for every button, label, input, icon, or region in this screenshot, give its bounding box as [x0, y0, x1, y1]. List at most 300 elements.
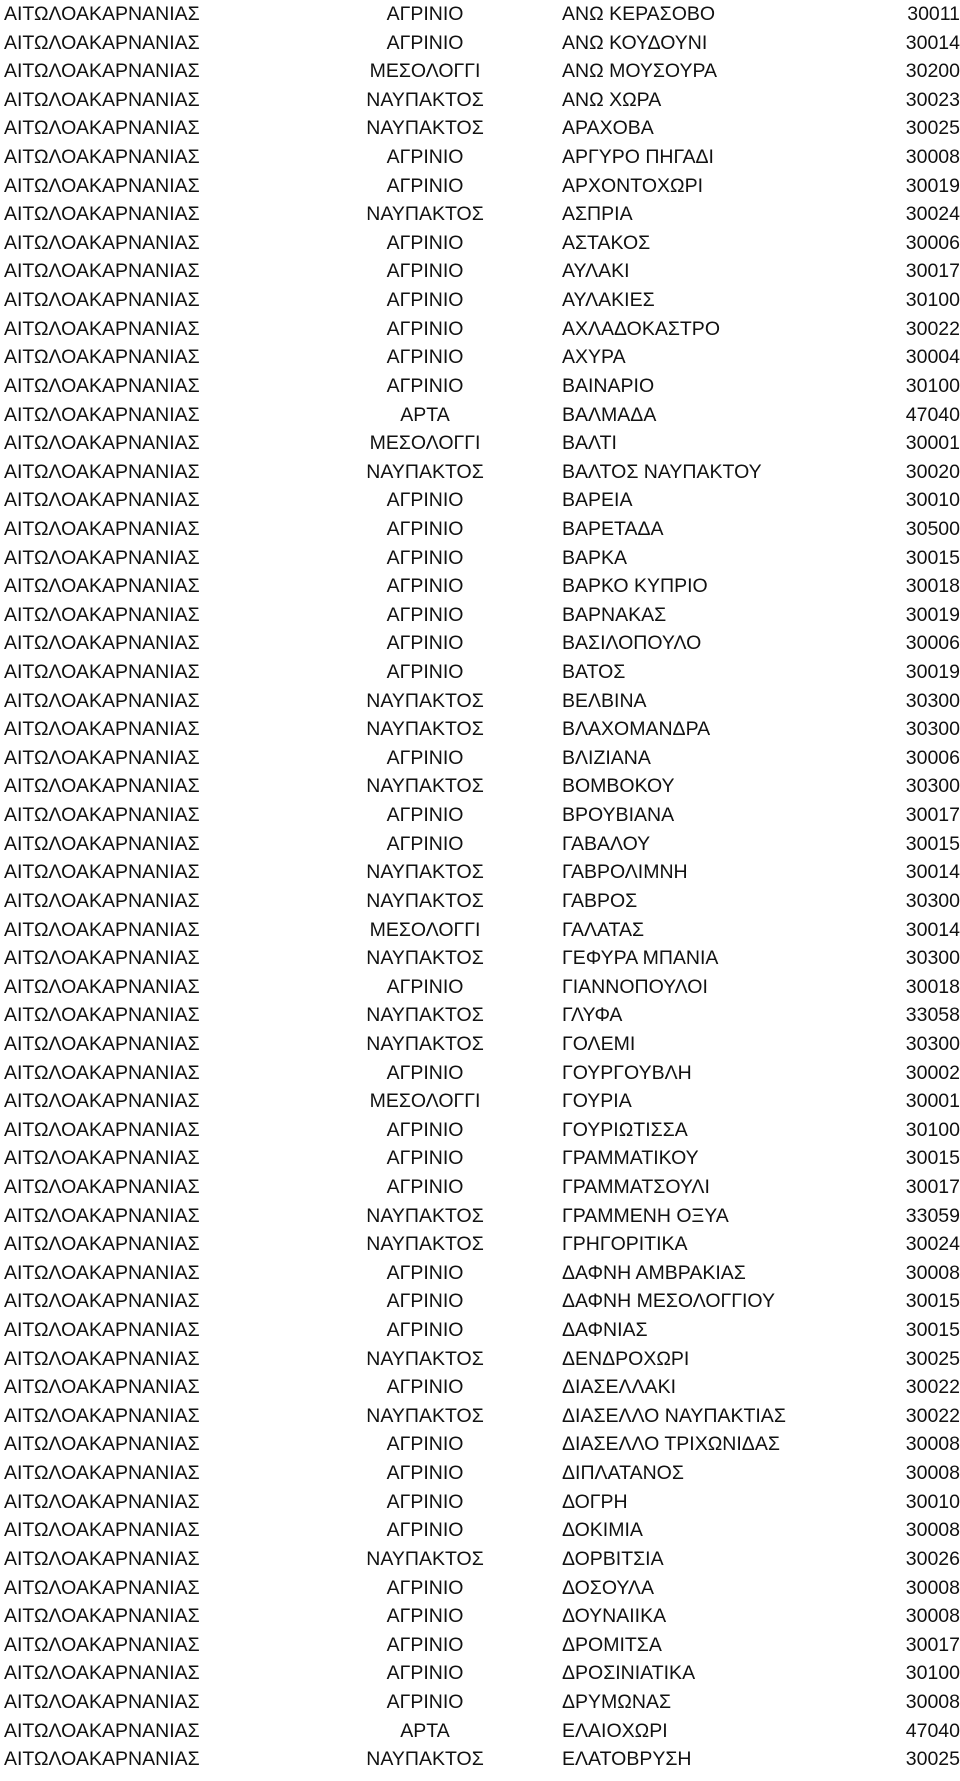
locality-cell: ΓΛΥΦΑ	[562, 1004, 623, 1027]
table-row	[0, 429, 960, 458]
prefecture-cell: ΑΙΤΩΛΟΑΚΑΡΝΑΝΙΑΣ	[4, 517, 200, 540]
locality-cell: ΑΧΛΑΔΟΚΑΣΤΡΟ	[562, 317, 720, 340]
municipality-cell: ΜΕΣΟΛΟΓΓΙ	[369, 1090, 481, 1113]
postcode-cell: 30022	[905, 317, 960, 340]
locality-cell: ΓΑΒΑΛΟΥ	[562, 832, 651, 855]
municipality-cell: ΑΓΡΙΝΙΟ	[386, 231, 464, 254]
postcode-cell: 30008	[905, 146, 960, 169]
postcode-cell: 30025	[905, 1748, 960, 1771]
locality-cell: ΒΕΛΒΙΝΑ	[562, 689, 647, 712]
postcode-cell: 30015	[905, 1147, 960, 1170]
prefecture-cell: ΑΙΤΩΛΟΑΚΑΡΝΑΝΙΑΣ	[4, 1090, 200, 1113]
municipality-cell: ΝΑΥΠΑΚΤΟΣ	[366, 203, 484, 226]
postcode-cell: 30017	[905, 260, 960, 283]
locality-cell: ΑΡΧΟΝΤΟΧΩΡΙ	[562, 174, 704, 197]
prefecture-cell: ΑΙΤΩΛΟΑΚΑΡΝΑΝΙΑΣ	[4, 1576, 200, 1599]
prefecture-cell: ΑΙΤΩΛΟΑΚΑΡΝΑΝΙΑΣ	[4, 1204, 200, 1227]
table-row	[0, 801, 960, 830]
prefecture-cell: ΑΙΤΩΛΟΑΚΑΡΝΑΝΙΑΣ	[4, 432, 200, 455]
municipality-cell: ΝΑΥΠΑΚΤΟΣ	[366, 117, 484, 140]
prefecture-cell: ΑΙΤΩΛΟΑΚΑΡΝΑΝΙΑΣ	[4, 804, 200, 827]
table-row	[0, 458, 960, 487]
locality-cell: ΔΟΥΝΑΙΙΚΑ	[562, 1605, 667, 1628]
municipality-cell: ΝΑΥΠΑΚΤΟΣ	[366, 1204, 484, 1227]
table-row	[0, 114, 960, 143]
municipality-cell: ΝΑΥΠΑΚΤΟΣ	[366, 889, 484, 912]
prefecture-cell: ΑΙΤΩΛΟΑΚΑΡΝΑΝΙΑΣ	[4, 489, 200, 512]
prefecture-cell: ΑΙΤΩΛΟΑΚΑΡΝΑΝΙΑΣ	[4, 203, 200, 226]
table-row	[0, 86, 960, 115]
municipality-cell: ΝΑΥΠΑΚΤΟΣ	[366, 718, 484, 741]
locality-cell: ΒΑΛΜΑΔΑ	[562, 403, 657, 426]
table-row	[0, 1087, 960, 1116]
postcode-cell: 30300	[905, 689, 960, 712]
municipality-cell: ΝΑΥΠΑΚΤΟΣ	[366, 1547, 484, 1570]
prefecture-cell: ΑΙΤΩΛΟΑΚΑΡΝΑΝΙΑΣ	[4, 1347, 200, 1370]
municipality-cell: ΑΓΡΙΝΙΟ	[386, 346, 464, 369]
locality-cell: ΔΡΟΣΙΝΙΑΤΙΚΑ	[562, 1662, 696, 1685]
table-row	[0, 343, 960, 372]
prefecture-cell: ΑΙΤΩΛΟΑΚΑΡΝΑΝΙΑΣ	[4, 174, 200, 197]
municipality-cell: ΝΑΥΠΑΚΤΟΣ	[366, 947, 484, 970]
table-row	[0, 372, 960, 401]
prefecture-cell: ΑΙΤΩΛΟΑΚΑΡΝΑΝΙΑΣ	[4, 632, 200, 655]
municipality-cell: ΑΡΤΑ	[400, 403, 450, 426]
table-row	[0, 1316, 960, 1345]
table-row	[0, 1287, 960, 1316]
postcode-cell: 30026	[905, 1547, 960, 1570]
municipality-cell: ΑΓΡΙΝΙΟ	[386, 1433, 464, 1456]
locality-cell: ΑΧΥΡΑ	[562, 346, 626, 369]
prefecture-cell: ΑΙΤΩΛΟΑΚΑΡΝΑΝΙΑΣ	[4, 317, 200, 340]
municipality-cell: ΝΑΥΠΑΚΤΟΣ	[366, 1032, 484, 1055]
table-row	[0, 257, 960, 286]
locality-cell: ΔΡΥΜΩΝΑΣ	[562, 1690, 672, 1713]
prefecture-cell: ΑΙΤΩΛΟΑΚΑΡΝΑΝΙΑΣ	[4, 1719, 200, 1742]
municipality-cell: ΑΓΡΙΝΙΟ	[386, 661, 464, 684]
table-row	[0, 1459, 960, 1488]
postcode-cell: 30022	[905, 1376, 960, 1399]
postcode-cell: 30500	[905, 517, 960, 540]
prefecture-cell: ΑΙΤΩΛΟΑΚΑΡΝΑΝΙΑΣ	[4, 832, 200, 855]
table-row	[0, 1545, 960, 1574]
municipality-cell: ΝΑΥΠΑΚΤΟΣ	[366, 1004, 484, 1027]
municipality-cell: ΑΓΡΙΝΙΟ	[386, 31, 464, 54]
municipality-cell: ΑΓΡΙΝΙΟ	[386, 517, 464, 540]
postcode-cell: 30024	[905, 203, 960, 226]
municipality-cell: ΑΓΡΙΝΙΟ	[386, 1290, 464, 1313]
locality-cell: ΒΑΡΕΙΑ	[562, 489, 633, 512]
locality-cell: ΑΥΛΑΚΙΕΣ	[562, 289, 655, 312]
locality-cell: ΒΛΑΧΟΜΑΝΔΡΑ	[562, 718, 711, 741]
table-row	[0, 1144, 960, 1173]
municipality-cell: ΑΓΡΙΝΙΟ	[386, 1490, 464, 1513]
locality-cell: ΔΟΣΟΥΛΑ	[562, 1576, 654, 1599]
municipality-cell: ΑΓΡΙΝΙΟ	[386, 546, 464, 569]
prefecture-cell: ΑΙΤΩΛΟΑΚΑΡΝΑΝΙΑΣ	[4, 460, 200, 483]
table-row	[0, 715, 960, 744]
prefecture-cell: ΑΙΤΩΛΟΑΚΑΡΝΑΝΙΑΣ	[4, 1261, 200, 1284]
prefecture-cell: ΑΙΤΩΛΟΑΚΑΡΝΑΝΙΑΣ	[4, 775, 200, 798]
municipality-cell: ΑΓΡΙΝΙΟ	[386, 374, 464, 397]
locality-cell: ΓΡΑΜΜΑΤΣΟΥΛΙ	[562, 1175, 710, 1198]
locality-cell: ΔΕΝΔΡΟΧΩΡΙ	[562, 1347, 690, 1370]
locality-cell: ΔΙΑΣΕΛΛΟ ΤΡΙΧΩΝΙΔΑΣ	[562, 1433, 780, 1456]
postcode-cell: 30008	[905, 1519, 960, 1542]
municipality-cell: ΑΓΡΙΝΙΟ	[386, 575, 464, 598]
municipality-cell: ΝΑΥΠΑΚΤΟΣ	[366, 689, 484, 712]
prefecture-cell: ΑΙΤΩΛΟΑΚΑΡΝΑΝΙΑΣ	[4, 1233, 200, 1256]
postcode-cell: 30006	[905, 746, 960, 769]
prefecture-cell: ΑΙΤΩΛΟΑΚΑΡΝΑΝΙΑΣ	[4, 231, 200, 254]
locality-cell: ΓΑΒΡΟΣ	[562, 889, 638, 912]
table-row	[0, 1173, 960, 1202]
municipality-cell: ΑΓΡΙΝΙΟ	[386, 317, 464, 340]
locality-cell: ΒΑΣΙΛΟΠΟΥΛΟ	[562, 632, 702, 655]
table-row	[0, 1488, 960, 1517]
postcode-cell: 30300	[905, 775, 960, 798]
postcode-cell: 30025	[905, 1347, 960, 1370]
locality-cell: ΓΟΥΡΙΑ	[562, 1090, 632, 1113]
prefecture-cell: ΑΙΤΩΛΟΑΚΑΡΝΑΝΙΑΣ	[4, 746, 200, 769]
locality-cell: ΒΑΙΝΑΡΙΟ	[562, 374, 655, 397]
postcode-cell: 30017	[905, 1633, 960, 1656]
municipality-cell: ΑΓΡΙΝΙΟ	[386, 1147, 464, 1170]
prefecture-cell: ΑΙΤΩΛΟΑΚΑΡΝΑΝΙΑΣ	[4, 1404, 200, 1427]
locality-cell: ΓΕΦΥΡΑ ΜΠΑΝΙΑ	[562, 947, 719, 970]
postcode-cell: 47040	[905, 1719, 960, 1742]
table-row	[0, 973, 960, 1002]
postcode-cell: 30100	[905, 289, 960, 312]
postcode-cell: 30017	[905, 804, 960, 827]
prefecture-cell: ΑΙΤΩΛΟΑΚΑΡΝΑΝΙΑΣ	[4, 260, 200, 283]
table-row	[0, 57, 960, 86]
prefecture-cell: ΑΙΤΩΛΟΑΚΑΡΝΑΝΙΑΣ	[4, 947, 200, 970]
locality-cell: ΒΟΜΒΟΚΟΥ	[562, 775, 675, 798]
table-row	[0, 515, 960, 544]
prefecture-cell: ΑΙΤΩΛΟΑΚΑΡΝΑΝΙΑΣ	[4, 374, 200, 397]
table-row	[0, 1030, 960, 1059]
prefecture-cell: ΑΙΤΩΛΟΑΚΑΡΝΑΝΙΑΣ	[4, 403, 200, 426]
prefecture-cell: ΑΙΤΩΛΟΑΚΑΡΝΑΝΙΑΣ	[4, 346, 200, 369]
prefecture-cell: ΑΙΤΩΛΟΑΚΑΡΝΑΝΙΑΣ	[4, 575, 200, 598]
locality-cell: ΑΥΛΑΚΙ	[562, 260, 630, 283]
locality-cell: ΒΑΛΤΙ	[562, 432, 617, 455]
municipality-cell: ΝΑΥΠΑΚΤΟΣ	[366, 861, 484, 884]
postcode-cell: 30200	[905, 60, 960, 83]
table-row	[0, 401, 960, 430]
table-row	[0, 544, 960, 573]
table-row	[0, 916, 960, 945]
prefecture-cell: ΑΙΤΩΛΟΑΚΑΡΝΑΝΙΑΣ	[4, 3, 200, 25]
prefecture-cell: ΑΙΤΩΛΟΑΚΑΡΝΑΝΙΑΣ	[4, 1748, 200, 1771]
table-row	[0, 1402, 960, 1431]
locality-cell: ΔΟΓΡΗ	[562, 1490, 628, 1513]
municipality-cell: ΑΓΡΙΝΙΟ	[386, 1690, 464, 1713]
prefecture-cell: ΑΙΤΩΛΟΑΚΑΡΝΑΝΙΑΣ	[4, 1519, 200, 1542]
municipality-cell: ΑΓΡΙΝΙΟ	[386, 1175, 464, 1198]
postcode-cell: 30300	[905, 947, 960, 970]
postcode-cell: 30025	[905, 117, 960, 140]
locality-cell: ΑΝΩ ΧΩΡΑ	[562, 88, 662, 111]
prefecture-cell: ΑΙΤΩΛΟΑΚΑΡΝΑΝΙΑΣ	[4, 603, 200, 626]
postcode-cell: 30024	[905, 1233, 960, 1256]
locality-cell: ΒΡΟΥΒΙΑΝΑ	[562, 804, 675, 827]
locality-cell: ΓΡΑΜΜΑΤΙΚΟΥ	[562, 1147, 699, 1170]
locality-cell: ΔΡΟΜΙΤΣΑ	[562, 1633, 662, 1656]
municipality-cell: ΑΓΡΙΝΙΟ	[386, 632, 464, 655]
locality-cell: ΓΙΑΝΝΟΠΟΥΛΟΙ	[562, 975, 708, 998]
table-row	[0, 1202, 960, 1231]
prefecture-cell: ΑΙΤΩΛΟΑΚΑΡΝΑΝΙΑΣ	[4, 146, 200, 169]
postcode-cell: 30014	[905, 31, 960, 54]
table-row	[0, 687, 960, 716]
locality-cell: ΓΑΒΡΟΛΙΜΝΗ	[562, 861, 688, 884]
postcode-cell: 30014	[905, 918, 960, 941]
postcode-cell: 30008	[905, 1576, 960, 1599]
postcode-cell: 47040	[905, 403, 960, 426]
municipality-cell: ΝΑΥΠΑΚΤΟΣ	[366, 88, 484, 111]
locality-cell: ΒΑΤΟΣ	[562, 661, 626, 684]
prefecture-cell: ΑΙΤΩΛΟΑΚΑΡΝΑΝΙΑΣ	[4, 1547, 200, 1570]
municipality-cell: ΑΓΡΙΝΙΟ	[386, 746, 464, 769]
municipality-cell: ΑΓΡΙΝΙΟ	[386, 174, 464, 197]
postcode-cell: 30018	[905, 575, 960, 598]
prefecture-cell: ΑΙΤΩΛΟΑΚΑΡΝΑΝΙΑΣ	[4, 1061, 200, 1084]
postcode-cell: 30014	[905, 861, 960, 884]
postcode-cell: 30300	[905, 889, 960, 912]
table-row	[0, 1631, 960, 1660]
postcode-cell: 30019	[905, 603, 960, 626]
postcode-cell: 30008	[905, 1690, 960, 1713]
locality-cell: ΒΑΡΚΑ	[562, 546, 628, 569]
prefecture-cell: ΑΙΤΩΛΟΑΚΑΡΝΑΝΙΑΣ	[4, 1662, 200, 1685]
prefecture-cell: ΑΙΤΩΛΟΑΚΑΡΝΑΝΙΑΣ	[4, 1319, 200, 1342]
postcode-cell: 30008	[905, 1261, 960, 1284]
locality-cell: ΑΣΤΑΚΟΣ	[562, 231, 651, 254]
prefecture-cell: ΑΙΤΩΛΟΑΚΑΡΝΑΝΙΑΣ	[4, 718, 200, 741]
postcode-cell: 30015	[905, 832, 960, 855]
prefecture-cell: ΑΙΤΩΛΟΑΚΑΡΝΑΝΙΑΣ	[4, 289, 200, 312]
table-row	[0, 172, 960, 201]
locality-cell: ΔΙΑΣΕΛΛΑΚΙ	[562, 1376, 676, 1399]
locality-cell: ΓΟΥΡΙΩΤΙΣΣΑ	[562, 1118, 688, 1141]
prefecture-cell: ΑΙΤΩΛΟΑΚΑΡΝΑΝΙΑΣ	[4, 1147, 200, 1170]
prefecture-cell: ΑΙΤΩΛΟΑΚΑΡΝΑΝΙΑΣ	[4, 117, 200, 140]
prefecture-cell: ΑΙΤΩΛΟΑΚΑΡΝΑΝΙΑΣ	[4, 1605, 200, 1628]
table-row	[0, 1745, 960, 1774]
postcode-cell: 30010	[905, 489, 960, 512]
table-row	[0, 601, 960, 630]
locality-cell: ΔΟΡΒΙΤΣΙΑ	[562, 1547, 664, 1570]
locality-cell: ΕΛΑΤΟΒΡΥΣΗ	[562, 1748, 692, 1771]
table-row	[0, 1430, 960, 1459]
table-row	[0, 286, 960, 315]
table-row	[0, 1574, 960, 1603]
locality-cell: ΔΙΠΛΑΤΑΝΟΣ	[562, 1462, 684, 1485]
locality-cell: ΒΛΙΖΙΑΝΑ	[562, 746, 651, 769]
locality-cell: ΔΟΚΙΜΙΑ	[562, 1519, 643, 1542]
locality-cell: ΓΟΛΕΜΙ	[562, 1032, 636, 1055]
table-row	[0, 486, 960, 515]
table-row	[0, 744, 960, 773]
municipality-cell: ΑΓΡΙΝΙΟ	[386, 146, 464, 169]
postcode-cell: 30006	[905, 231, 960, 254]
postcode-cell: 30022	[905, 1404, 960, 1427]
municipality-cell: ΑΓΡΙΝΙΟ	[386, 603, 464, 626]
locality-cell: ΓΟΥΡΓΟΥΒΛΗ	[562, 1061, 692, 1084]
municipality-cell: ΑΓΡΙΝΙΟ	[386, 1462, 464, 1485]
locality-cell: ΔΑΦΝΙΑΣ	[562, 1319, 648, 1342]
municipality-cell: ΑΓΡΙΝΙΟ	[386, 260, 464, 283]
locality-cell: ΒΑΡΚΟ ΚΥΠΡΙΟ	[562, 575, 708, 598]
municipality-cell: ΝΑΥΠΑΚΤΟΣ	[366, 460, 484, 483]
prefecture-cell: ΑΙΤΩΛΟΑΚΑΡΝΑΝΙΑΣ	[4, 60, 200, 83]
postcode-cell: 30001	[905, 432, 960, 455]
table-row	[0, 315, 960, 344]
table-row	[0, 1116, 960, 1145]
municipality-cell: ΑΓΡΙΝΙΟ	[386, 1576, 464, 1599]
municipality-cell: ΝΑΥΠΑΚΤΟΣ	[366, 1233, 484, 1256]
locality-cell: ΑΝΩ ΜΟΥΣΟΥΡΑ	[562, 60, 718, 83]
postcode-cell: 30018	[905, 975, 960, 998]
prefecture-cell: ΑΙΤΩΛΟΑΚΑΡΝΑΝΙΑΣ	[4, 31, 200, 54]
municipality-cell: ΑΓΡΙΝΙΟ	[386, 1319, 464, 1342]
postcode-cell: 30019	[905, 661, 960, 684]
table-row	[0, 1001, 960, 1030]
postcode-cell: 30100	[905, 1662, 960, 1685]
locality-cell: ΓΑΛΑΤΑΣ	[562, 918, 645, 941]
table-row	[0, 143, 960, 172]
prefecture-cell: ΑΙΤΩΛΟΑΚΑΡΝΑΝΙΑΣ	[4, 918, 200, 941]
prefecture-cell: ΑΙΤΩΛΟΑΚΑΡΝΑΝΙΑΣ	[4, 889, 200, 912]
table-row	[0, 200, 960, 229]
postcode-cell: 30008	[905, 1605, 960, 1628]
prefecture-cell: ΑΙΤΩΛΟΑΚΑΡΝΑΝΙΑΣ	[4, 861, 200, 884]
locality-cell: ΑΣΠΡΙΑ	[562, 203, 633, 226]
table-row	[0, 858, 960, 887]
table-row	[0, 1516, 960, 1545]
table-row	[0, 887, 960, 916]
postcode-cell: 30015	[905, 1290, 960, 1313]
locality-cell: ΑΡΑΧΟΒΑ	[562, 117, 654, 140]
table-row	[0, 1602, 960, 1631]
municipality-cell: ΑΓΡΙΝΙΟ	[386, 1261, 464, 1284]
municipality-cell: ΑΓΡΙΝΙΟ	[386, 3, 464, 25]
municipality-cell: ΝΑΥΠΑΚΤΟΣ	[366, 1347, 484, 1370]
postcode-cell: 30006	[905, 632, 960, 655]
locality-cell: ΑΝΩ ΚΕΡΑΣΟΒΟ	[562, 3, 716, 25]
postcode-cell: 30002	[905, 1061, 960, 1084]
postcode-cell: 30015	[905, 1319, 960, 1342]
locality-cell: ΔΙΑΣΕΛΛΟ ΝΑΥΠΑΚΤΙΑΣ	[562, 1404, 786, 1427]
prefecture-cell: ΑΙΤΩΛΟΑΚΑΡΝΑΝΙΑΣ	[4, 689, 200, 712]
prefecture-cell: ΑΙΤΩΛΟΑΚΑΡΝΑΝΙΑΣ	[4, 975, 200, 998]
postcode-cell: 30015	[905, 546, 960, 569]
postcode-cell: 33058	[905, 1004, 960, 1027]
municipality-cell: ΝΑΥΠΑΚΤΟΣ	[366, 1404, 484, 1427]
prefecture-cell: ΑΙΤΩΛΟΑΚΑΡΝΑΝΙΑΣ	[4, 1004, 200, 1027]
locality-cell: ΒΑΡΕΤΑΔΑ	[562, 517, 664, 540]
table-row	[0, 1230, 960, 1259]
municipality-cell: ΑΓΡΙΝΙΟ	[386, 1519, 464, 1542]
locality-cell: ΔΑΦΝΗ ΑΜΒΡΑΚΙΑΣ	[562, 1261, 746, 1284]
municipality-cell: ΑΓΡΙΝΙΟ	[386, 1118, 464, 1141]
postcode-cell: 30300	[905, 1032, 960, 1055]
prefecture-cell: ΑΙΤΩΛΟΑΚΑΡΝΑΝΙΑΣ	[4, 1118, 200, 1141]
table-row	[0, 29, 960, 58]
table-row	[0, 1373, 960, 1402]
prefecture-cell: ΑΙΤΩΛΟΑΚΑΡΝΑΝΙΑΣ	[4, 1462, 200, 1485]
municipality-cell: ΑΓΡΙΝΙΟ	[386, 1605, 464, 1628]
postcode-cell: 30017	[905, 1175, 960, 1198]
table-row	[0, 658, 960, 687]
prefecture-cell: ΑΙΤΩΛΟΑΚΑΡΝΑΝΙΑΣ	[4, 1175, 200, 1198]
postcode-cell: 30023	[905, 88, 960, 111]
prefecture-cell: ΑΙΤΩΛΟΑΚΑΡΝΑΝΙΑΣ	[4, 1376, 200, 1399]
postcode-cell: 30004	[905, 346, 960, 369]
table-row	[0, 830, 960, 859]
postcode-cell: 30300	[905, 718, 960, 741]
postcode-cell: 30010	[905, 1490, 960, 1513]
locality-cell: ΓΡΑΜΜΕΝΗ ΟΞΥΑ	[562, 1204, 729, 1227]
municipality-cell: ΑΡΤΑ	[400, 1719, 450, 1742]
municipality-cell: ΑΓΡΙΝΙΟ	[386, 1662, 464, 1685]
locality-cell: ΔΑΦΝΗ ΜΕΣΟΛΟΓΓΙΟΥ	[562, 1290, 775, 1313]
table-row	[0, 1059, 960, 1088]
postcode-cell: 33059	[905, 1204, 960, 1227]
table-row	[0, 1345, 960, 1374]
locality-cell: ΑΡΓΥΡΟ ΠΗΓΑΔΙ	[562, 146, 714, 169]
municipality-cell: ΝΑΥΠΑΚΤΟΣ	[366, 1748, 484, 1771]
prefecture-cell: ΑΙΤΩΛΟΑΚΑΡΝΑΝΙΑΣ	[4, 1290, 200, 1313]
municipality-cell: ΑΓΡΙΝΙΟ	[386, 1633, 464, 1656]
prefecture-cell: ΑΙΤΩΛΟΑΚΑΡΝΑΝΙΑΣ	[4, 1690, 200, 1713]
prefecture-cell: ΑΙΤΩΛΟΑΚΑΡΝΑΝΙΑΣ	[4, 1490, 200, 1513]
postcode-cell: 30001	[905, 1090, 960, 1113]
postcode-cell: 30100	[905, 1118, 960, 1141]
municipality-cell: ΑΓΡΙΝΙΟ	[386, 489, 464, 512]
locality-cell: ΓΡΗΓΟΡΙΤΙΚΑ	[562, 1233, 688, 1256]
prefecture-cell: ΑΙΤΩΛΟΑΚΑΡΝΑΝΙΑΣ	[4, 1633, 200, 1656]
table-row	[0, 944, 960, 973]
prefecture-cell: ΑΙΤΩΛΟΑΚΑΡΝΑΝΙΑΣ	[4, 661, 200, 684]
table-row	[0, 0, 960, 29]
table-row	[0, 229, 960, 258]
municipality-cell: ΝΑΥΠΑΚΤΟΣ	[366, 775, 484, 798]
postcode-cell: 30011	[907, 3, 960, 25]
prefecture-cell: ΑΙΤΩΛΟΑΚΑΡΝΑΝΙΑΣ	[4, 1032, 200, 1055]
locality-cell: ΑΝΩ ΚΟΥΔΟΥΝΙ	[562, 31, 708, 54]
locality-cell: ΒΑΡΝΑΚΑΣ	[562, 603, 667, 626]
municipality-cell: ΑΓΡΙΝΙΟ	[386, 1061, 464, 1084]
table-row	[0, 772, 960, 801]
municipality-cell: ΜΕΣΟΛΟΓΓΙ	[369, 60, 481, 83]
table-row	[0, 1688, 960, 1717]
prefecture-cell: ΑΙΤΩΛΟΑΚΑΡΝΑΝΙΑΣ	[4, 88, 200, 111]
postcode-cell: 30020	[905, 460, 960, 483]
table-row	[0, 1259, 960, 1288]
postcode-cell: 30008	[905, 1433, 960, 1456]
postcode-cell: 30008	[905, 1462, 960, 1485]
postcode-cell: 30100	[905, 374, 960, 397]
locality-cell: ΕΛΑΙΟΧΩΡΙ	[562, 1719, 668, 1742]
municipality-cell: ΜΕΣΟΛΟΓΓΙ	[369, 918, 481, 941]
municipality-cell: ΑΓΡΙΝΙΟ	[386, 804, 464, 827]
table-row	[0, 629, 960, 658]
postcode-cell: 30019	[905, 174, 960, 197]
municipality-cell: ΑΓΡΙΝΙΟ	[386, 1376, 464, 1399]
